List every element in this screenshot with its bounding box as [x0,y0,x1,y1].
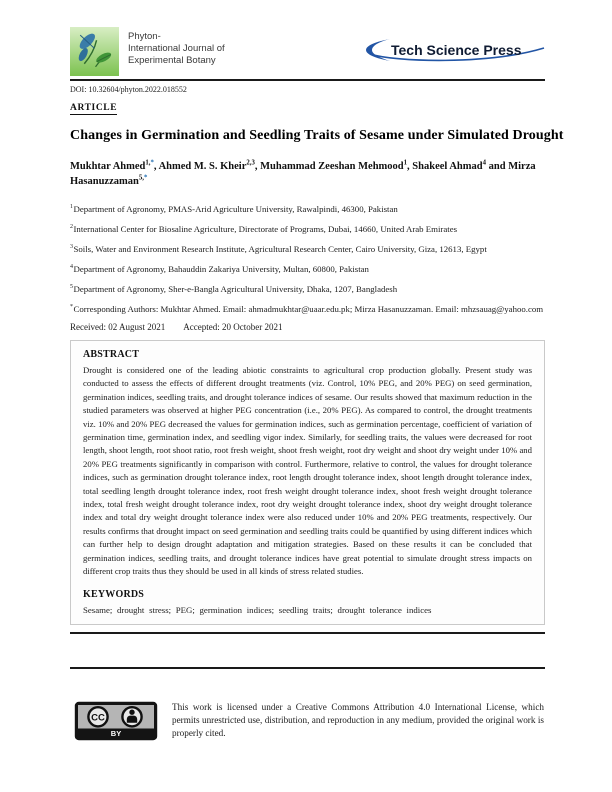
dates-line [70,321,548,333]
affiliations [70,201,548,333]
author: Shakeel Ahmad$^4$ [412,159,487,172]
author: Ahmed M. S. Kheir$^{2,3}$ [158,159,255,172]
license-footer [70,701,545,746]
affiliation-line: $^2$International Center for Biosaline Agriculture, Directorate of Programs, Dubai, 14660, United Arab Emirates [70,223,458,234]
author: Muhammad Zeeshan Mehmood$^1$ [260,159,408,172]
doi-text: DOI: 10.32604/phyton.2022.018552 [70,85,187,94]
cc-icon [88,707,107,726]
svg-text:CC: CC [91,711,105,723]
affiliation-line: $^3$Soils, Water and Environment Research Institute, Agricultural Research Center, Cairo University, Giza, 12613, Egypt [70,243,487,254]
publisher-name: Tech Science Press [391,42,522,58]
paper-title: Changes in Germination and Seedling Traits of Sesame under Simulated Drought [70,128,564,143]
affiliation-line: *Corresponding Authors: Mukhtar Ahmed. Email: ahmadmukhtar@uaar.edu.pk; Mirza Hasanuzzaman. Email: mhzsauag@yahoo.com [70,303,544,314]
attribution-person-icon [122,707,141,726]
abstract-text: Drought is considered one of the leading abiotic constraints to agricultural crop production globally. Present study was conducted to assess the effects of different drought treatments (viz. Control, 10% PEG, and 20% PEG) on seed germination, germination indices, seedling traits, and drought tolerance indices of sesame. Our results showed that maximum reduction in the studied parameters was observed at higher PEG concentration (i.e., 20% PEG). As compared to control, the drought treatments viz. 10% and 20% PEG decreased the values for germination indices, such as germination percentage, coefficient of variation of germination time, germination index, and seedling vigor index. Similarly, for seedling traits, the values were decreased for root length, shoot length, root shoot ratio, root fresh weight, shoot fresh weight, root dry weight and shoot dry weight under 10% and 20% PEG treatments significantly in comparison with control. Furthermore, relative to control, the values for drought tolerance indices, such as germination drought tolerance index, root length drought tolerance index, shoot length drought tolerance index, total seedling length drought tolerance index, root fresh weight drought tolerance index, shoot fresh weight drought tolerance index, total fresh weight drought tolerance index, root dry weight drought tolerance index, shoot dry weight drought tolerance index and total dry weight drought tolerance index were also reduced under 10% and 20% PEG treatments, respectively. Our results confirms that drought impact on seed germination and seedling traits could be quantified by using different indices which can further help to design drought adaptation and mitigation strategies. Based on these results it can be concluded that germination indices, seedling traits, and drought tolerance indices have great potential to simulate drought stress impacts on different crop traits thus they should be used in all kinds of stress related studies. [83,365,532,577]
journal-logo [70,27,119,76]
accepted-date: Accepted: 20 October 2021 [183,322,283,333]
affiliation-line: $^1$Department of Agronomy, PMAS-Arid Agriculture University, Rawalpindi, 46300, Pakistan [70,203,398,214]
publisher-swoosh-icon [363,37,548,63]
phyton-logo-icon [70,27,119,76]
lower-section [70,340,545,746]
divider-rule-bottom [70,667,545,669]
license-text: This work is licensed under a Creative Commons Attribution 4.0 International License, which permits unrestricted use, distribution, and reproduction in any medium, provided the original work is properly cited. [172,701,544,739]
cc-license-badge [74,701,158,746]
received-date: Received: 02 August 2021 [70,322,166,333]
journal-name-line-2: International Journal of [128,42,225,54]
author: Mukhtar Ahmed$^{1,*}$ [70,159,154,172]
header-rule [70,79,545,81]
journal-name [128,31,225,66]
journal-name-line-3: Experimental Botany [128,54,216,66]
by-label: BY [110,728,122,738]
publisher-logo [363,37,548,68]
keywords-heading: KEYWORDS [83,588,145,600]
divider-rule-top [70,632,545,634]
abstract-box [70,340,545,625]
authors-line: Mukhtar Ahmed$^{1,*}$, Ahmed M. S. Kheir$^{2,3}$, Muhammad Zeeshan Mehmood$^1$, Shakeel Ahmad$^4$ and Mirza Hasanuzzaman$^{5,*}$ [70,159,536,187]
author: Mirza Hasanuzzaman$^{5,*}$ [70,161,536,187]
keywords-text: Sesame; drought stress; PEG; germination indices; seedling traits; drought tolerance indices [83,604,432,615]
journal-name-line-1: Phyton- [128,31,161,42]
affiliation-line: $^5$Department of Agronomy, Sher-e-Bangla Agricultural University, Dhaka, 1207, Bangladesh [70,283,398,294]
article-type-label: ARTICLE [70,103,118,113]
abstract-heading: ABSTRACT [83,349,140,360]
affiliation-line: $^4$Department of Agronomy, Bahauddin Zakariya University, Multan, 60800, Pakistan [70,263,369,274]
